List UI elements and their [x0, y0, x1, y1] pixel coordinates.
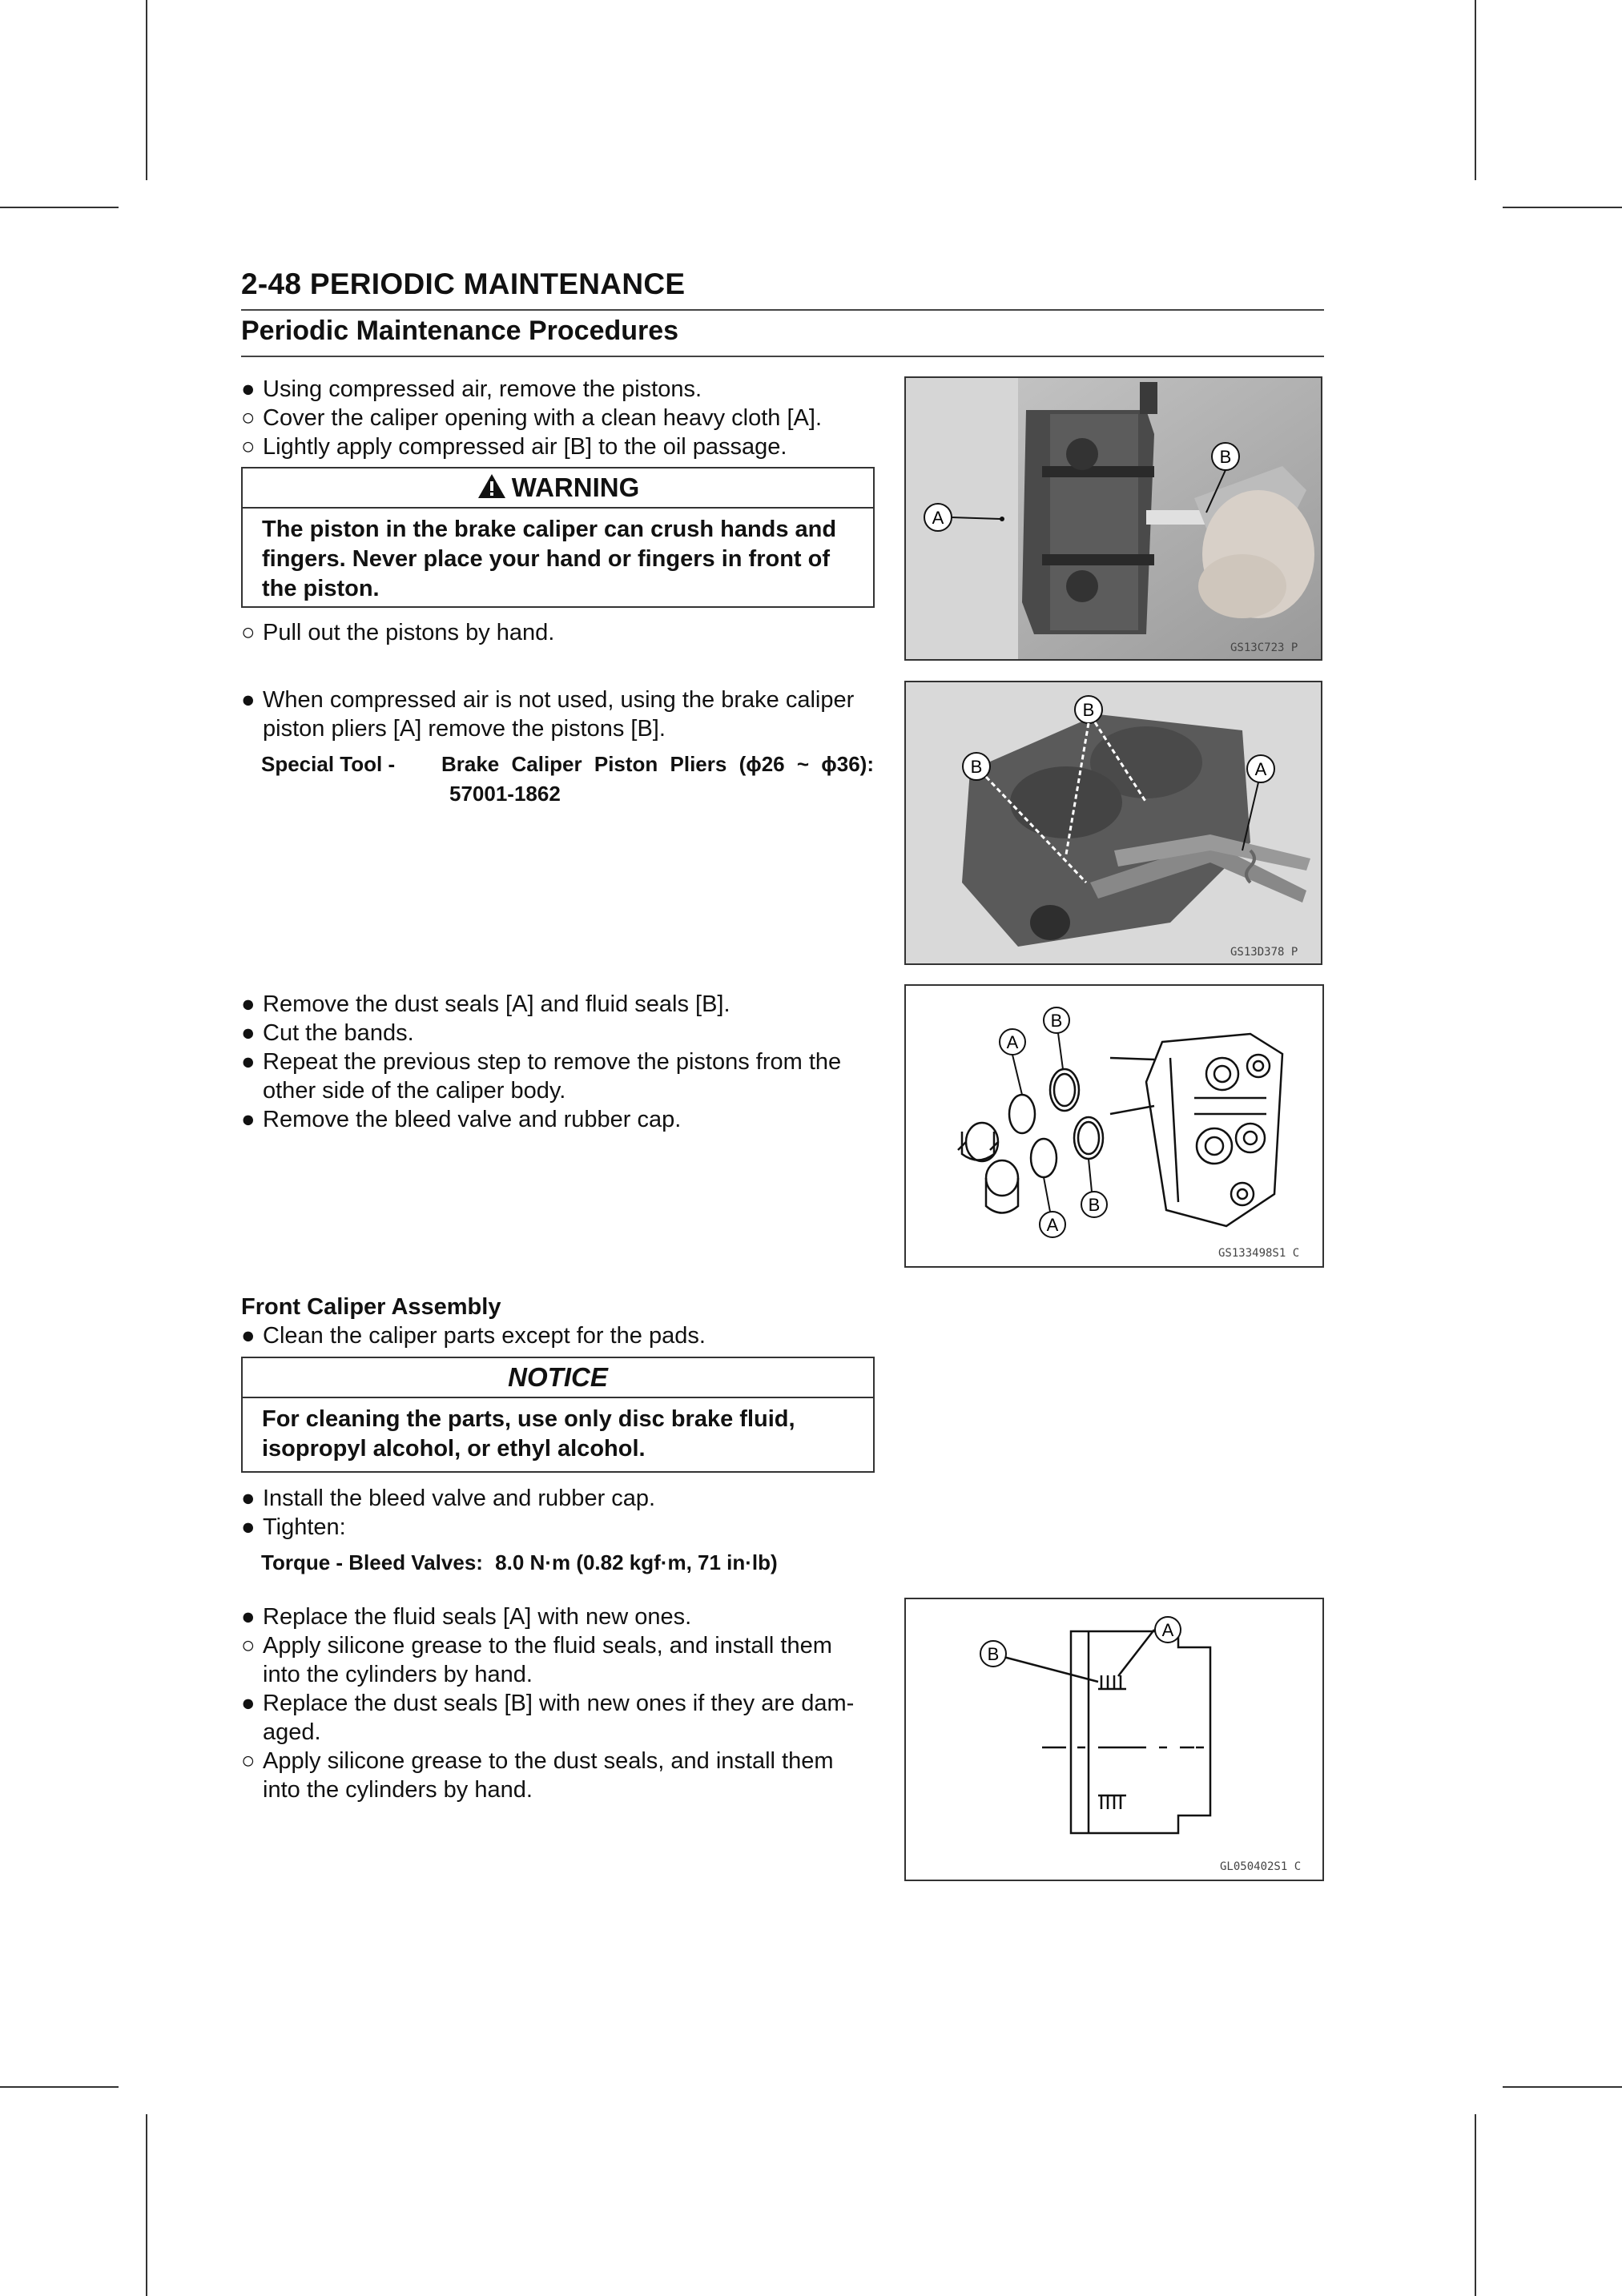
bullet: ● [241, 1107, 256, 1132]
warning-line: The piston in the brake caliper can crush hands and [262, 517, 837, 542]
figure-seals-diagram [904, 984, 1324, 1268]
notice-line: For cleaning the parts, use only disc brake fluid, [262, 1406, 795, 1432]
bullet: ○ [241, 620, 256, 645]
torque-spec [261, 1548, 778, 1578]
substep-line [241, 1747, 834, 1775]
warning-header [243, 468, 873, 509]
assembly-heading: Front Caliper Assembly [241, 1294, 501, 1320]
crop-mark [146, 0, 147, 180]
substep-line-cont: into the cylinders by hand. [263, 1662, 533, 1687]
notice-title: NOTICE [508, 1362, 608, 1392]
substep-line [241, 618, 554, 647]
crop-mark [1503, 2086, 1622, 2088]
figure-label-a: A [1006, 1032, 1019, 1052]
step-line [241, 1484, 655, 1513]
step-text: Clean the caliper parts except for the pads. [263, 1323, 706, 1349]
header-rule [241, 309, 1324, 311]
figure-label-b: B [1050, 1011, 1063, 1031]
step-text: Tighten: [263, 1514, 346, 1540]
bullet: ○ [241, 1748, 256, 1774]
warning-triangle-icon [477, 472, 507, 500]
step-text: Using compressed air, remove the pistons. [263, 376, 702, 402]
substep-text: Cover the caliper opening with a clean heavy cloth [A]. [263, 405, 823, 431]
warning-title: WARNING [511, 472, 640, 502]
step-line [241, 1105, 681, 1134]
figure-seal-section [904, 1598, 1324, 1881]
notice-header [243, 1358, 873, 1398]
crop-mark [0, 2086, 119, 2088]
figure-label-b: B [987, 1644, 1000, 1664]
step-text: Cut the bands. [263, 1020, 414, 1046]
figure-code: GL050402S1 C [1220, 1860, 1302, 1873]
step-text: Replace the dust seals [B] with new ones if they are dam- [263, 1691, 855, 1716]
step-line [241, 990, 731, 1019]
bullet: ● [241, 1691, 256, 1716]
bullet: ● [241, 687, 256, 713]
bullet: ● [241, 1514, 256, 1540]
substep-line [241, 432, 787, 461]
step-line [241, 1047, 841, 1076]
bullet: ● [241, 991, 256, 1017]
substep-text: Apply silicone grease to the fluid seals, and install them [263, 1633, 832, 1659]
figure-label-b: B [1219, 447, 1232, 467]
step-text: Remove the bleed valve and rubber cap. [263, 1107, 682, 1132]
crop-mark [1475, 0, 1476, 180]
step-text: Replace the fluid seals [A] with new ones. [263, 1604, 692, 1630]
notice-box [241, 1357, 875, 1473]
step-line [241, 1321, 706, 1350]
step-line [241, 1513, 346, 1542]
figure-code: GS133498S1 C [1218, 1247, 1300, 1260]
bullet: ● [241, 1020, 256, 1046]
figure-label-b: B [1082, 700, 1095, 720]
notice-line: isopropyl alcohol, or ethyl alcohol. [262, 1436, 646, 1462]
step-line [241, 1689, 854, 1718]
warning-line: the piston. [262, 576, 380, 601]
crop-mark [1503, 207, 1622, 208]
figure-label-a: A [1161, 1620, 1174, 1640]
crop-mark [1475, 2114, 1476, 2296]
torque-label: Torque - Bleed Valves: [261, 1550, 483, 1574]
bullet: ○ [241, 434, 256, 460]
step-text: Remove the dust seals [A] and fluid seals [B]. [263, 991, 731, 1017]
step-line-cont: piston pliers [A] remove the pistons [B]. [263, 716, 666, 742]
step-line [241, 1602, 691, 1631]
crop-mark [146, 2114, 147, 2296]
step-text: Install the bleed valve and rubber cap. [263, 1486, 656, 1511]
special-tool [261, 750, 874, 779]
subheader-rule [241, 356, 1324, 357]
figure-label-b: B [1088, 1195, 1101, 1215]
step-line [241, 686, 854, 714]
special-tool-name: Brake Caliper Piston Pliers (ϕ26 ~ ϕ36): [441, 752, 874, 776]
figure-label-a: A [932, 508, 944, 528]
warning-text [243, 509, 873, 604]
bullet: ● [241, 1323, 256, 1349]
step-line-cont: aged. [263, 1719, 321, 1745]
step-text: Repeat the previous step to remove the pistons from the [263, 1049, 842, 1075]
substep-line [241, 1631, 832, 1660]
substep-line [241, 404, 822, 432]
page-subsection-title: Periodic Maintenance Procedures [241, 316, 679, 346]
step-line [241, 375, 702, 404]
figure-label-a: A [1254, 759, 1267, 779]
bullet: ● [241, 376, 256, 402]
figure-code: GS13C723 P [1230, 641, 1298, 654]
figure-piston-pliers [904, 681, 1322, 965]
figure-code: GS13D378 P [1230, 946, 1298, 959]
figure-label-a: A [1046, 1215, 1059, 1235]
figure-label-b: B [970, 757, 983, 777]
crop-mark [0, 207, 119, 208]
step-line [241, 1019, 414, 1047]
bullet: ○ [241, 405, 256, 431]
substep-text: Apply silicone grease to the dust seals, and install them [263, 1748, 834, 1774]
step-text: When compressed air is not used, using the brake caliper [263, 687, 855, 713]
bullet: ● [241, 1486, 256, 1511]
bullet: ○ [241, 1633, 256, 1659]
substep-line-cont: into the cylinders by hand. [263, 1777, 533, 1803]
figure-compressed-air [904, 376, 1322, 661]
torque-value: 8.0 N·m (0.82 kgf·m, 71 in·lb) [495, 1550, 778, 1574]
page-section-title: 2-48 PERIODIC MAINTENANCE [241, 267, 686, 300]
notice-text [243, 1398, 873, 1464]
step-line-cont: other side of the caliper body. [263, 1078, 566, 1104]
warning-line: fingers. Never place your hand or fingers in front of [262, 546, 830, 572]
special-tool-number: 57001-1862 [449, 782, 561, 806]
warning-box [241, 467, 875, 608]
substep-text: Lightly apply compressed air [B] to the oil passage. [263, 434, 787, 460]
substep-text: Pull out the pistons by hand. [263, 620, 555, 645]
bullet: ● [241, 1604, 256, 1630]
special-tool-label: Special Tool - [261, 752, 396, 776]
bullet: ● [241, 1049, 256, 1075]
